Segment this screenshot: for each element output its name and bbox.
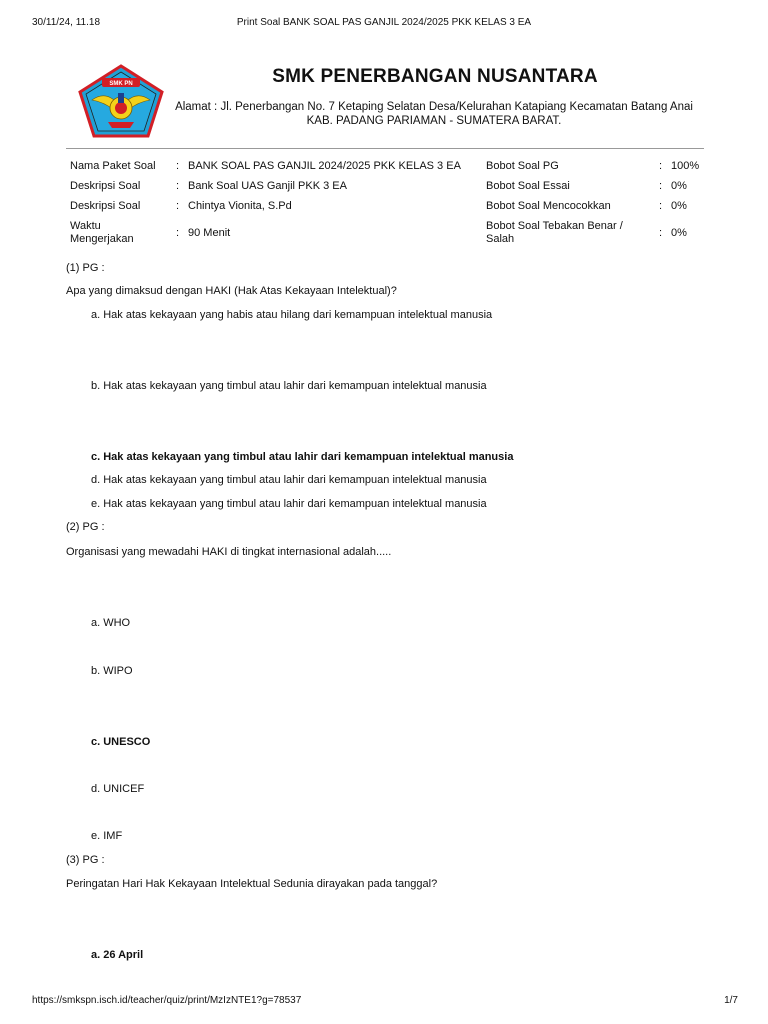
pg-value: 100%	[671, 160, 700, 172]
print-url: https://smkspn.isch.id/teacher/quiz/print/MzIzNTE1?g=78537	[32, 995, 302, 1006]
nama-value: BANK SOAL PAS GANJIL 2024/2025 PKK KELAS 3 EA	[188, 160, 461, 172]
info-row-nama	[70, 160, 710, 174]
waktu-label-2: Mengerjakan	[70, 233, 134, 245]
question-1-option-e: e. Hak atas kekayaan yang timbul atau lahir dari kemampuan intelektual manusia	[91, 498, 487, 510]
sep: :	[659, 160, 663, 172]
school-address	[166, 100, 702, 128]
question-2-option-d: d. UNICEF	[91, 783, 145, 795]
question-1-option-d: d. Hak atas kekayaan yang timbul atau lahir dari kemampuan intelektual manusia	[91, 474, 487, 486]
school-name: SMK PENERBANGAN NUSANTARA	[272, 66, 598, 87]
question-1-option-a: a. Hak atas kekayaan yang habis atau hilang dari kemampuan intelektual manusia	[91, 309, 493, 321]
print-title: Print Soal BANK SOAL PAS GANJIL 2024/2025 PKK KELAS 3 EA	[236, 17, 532, 28]
desk1-label: Deskripsi Soal	[70, 180, 141, 192]
question-2-option-b: b. WIPO	[91, 665, 133, 677]
sep: :	[659, 200, 663, 212]
svg-text:SMK PN: SMK PN	[109, 81, 133, 87]
question-1-header: (1) PG :	[66, 262, 105, 274]
essai-label: Bobot Soal Essai	[486, 180, 570, 192]
question-2-option-e: e. IMF	[91, 830, 123, 842]
sep: :	[176, 227, 180, 239]
desk2-value: Chintya Vionita, S.Pd	[188, 200, 292, 212]
sep: :	[176, 200, 180, 212]
desk2-label: Deskripsi Soal	[70, 200, 141, 212]
tebakan-label-2: Salah	[486, 233, 515, 245]
desk1-value: Bank Soal UAS Ganjil PKK 3 EA	[188, 180, 347, 192]
tebakan-value: 0%	[671, 227, 687, 239]
question-3-option-a-answer: a. 26 April	[91, 949, 144, 961]
address-line-1: Alamat : Jl. Penerbangan No. 7 Ketaping Selatan Desa/Kelurahan Katapiang Kecamatan Batang Anai	[175, 101, 693, 113]
question-3-header: (3) PG :	[66, 854, 105, 866]
pg-label: Bobot Soal PG	[486, 160, 559, 172]
question-2-option-a: a. WHO	[91, 617, 131, 629]
question-2-option-c-answer: c. UNESCO	[91, 736, 151, 748]
sep: :	[176, 180, 180, 192]
info-row-deskripsi-2	[70, 200, 710, 214]
print-datetime: 30/11/24, 11.18	[32, 17, 101, 28]
school-logo	[78, 64, 164, 138]
nama-label: Nama Paket Soal	[70, 160, 156, 172]
waktu-value: 90 Menit	[188, 227, 231, 239]
essai-value: 0%	[671, 180, 687, 192]
question-1-option-c-answer: c. Hak atas kekayaan yang timbul atau lahir dari kemampuan intelektual manusia	[91, 451, 514, 463]
question-2-header: (2) PG :	[66, 521, 105, 533]
header-divider	[66, 148, 704, 149]
info-row-deskripsi-1	[70, 180, 710, 194]
waktu-label-1: Waktu	[70, 220, 101, 232]
mencocok-value: 0%	[671, 200, 687, 212]
info-row-waktu	[70, 220, 710, 248]
question-1-text: Apa yang dimaksud dengan HAKI (Hak Atas Kekayaan Intelektual)?	[66, 285, 397, 297]
question-2-text: Organisasi yang mewadahi HAKI di tingkat internasional adalah.....	[66, 546, 392, 558]
sep: :	[659, 227, 663, 239]
mencocok-label: Bobot Soal Mencocokkan	[486, 200, 611, 212]
question-3-text: Peringatan Hari Hak Kekayaan Intelektual Sedunia dirayakan pada tanggal?	[66, 878, 438, 890]
address-line-2: KAB. PADANG PARIAMAN - SUMATERA BARAT.	[306, 115, 562, 127]
sep: :	[176, 160, 180, 172]
sep: :	[659, 180, 663, 192]
tebakan-label-1: Bobot Soal Tebakan Benar /	[486, 220, 623, 232]
page-number: 1/7	[724, 995, 738, 1006]
question-1-option-b: b. Hak atas kekayaan yang timbul atau lahir dari kemampuan intelektual manusia	[91, 380, 487, 392]
